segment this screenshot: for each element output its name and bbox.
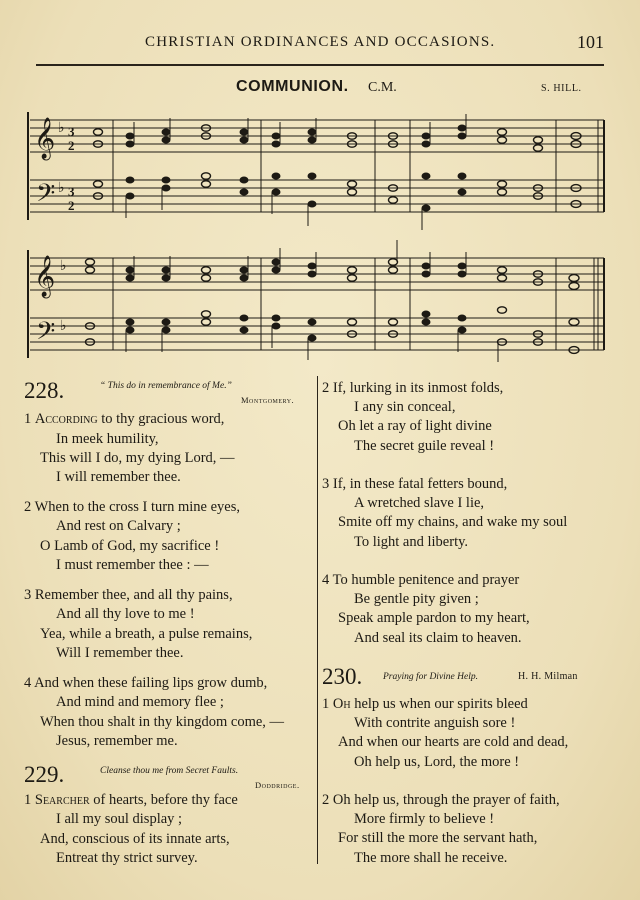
stanza-line: I any sin conceal,	[354, 399, 456, 415]
stanza-line: In meek humility,	[56, 431, 159, 447]
treble-staff-1	[30, 120, 604, 152]
stanza-line: Oh let a ray of light divine	[338, 418, 492, 434]
stanza-line: This will I do, my dying Lord, —	[40, 450, 235, 466]
stanza-line: 2 If, lurking in its inmost folds,	[322, 380, 504, 396]
flat-sign-icon: ♭	[58, 181, 65, 196]
hymn-heading-228: “ This do in remembrance of Me.”	[100, 381, 232, 391]
stanza-line: 4 And when these failing lips grow dumb,	[24, 675, 268, 691]
hymn-number-229: 229.	[24, 762, 65, 787]
stanza-line: The more shall he receive.	[354, 850, 508, 866]
stanza-line: Be gentle pity given ;	[354, 591, 479, 607]
stanza-line: With contrite anguish sore !	[354, 715, 516, 731]
stanza-line: I must remember thee : —	[56, 557, 209, 573]
stanza-line: Jesus, remember me.	[56, 733, 178, 749]
hymn-number-228: 228.	[24, 378, 65, 403]
stanza-line: And all thy love to me !	[56, 606, 195, 622]
stanza-line: And when our hearts are cold and dead,	[338, 734, 569, 750]
stanza-line: Oh help us, Lord, the more !	[354, 754, 520, 770]
bass-staff-2	[30, 318, 604, 350]
hymn-author-230: H. H. Milman	[518, 671, 578, 682]
page-number: 101	[577, 32, 604, 52]
flat-sign-icon: ♭	[58, 121, 65, 136]
stanza-line: Entreat thy strict survey.	[56, 850, 198, 866]
stanza-line: And, conscious of its innate arts,	[40, 831, 230, 847]
stanza-line: 2 When to the cross I turn mine eyes,	[24, 499, 240, 515]
bass-clef-icon: 𝄢	[36, 317, 56, 352]
hymn-author-229: Doddridge.	[255, 780, 300, 790]
svg-text:3: 3	[68, 124, 75, 139]
tune-name: COMMUNION.	[236, 78, 349, 95]
hymn-heading-230: Praying for Divine Help.	[383, 672, 478, 682]
flat-sign-icon: ♭	[60, 259, 67, 274]
hymn-number-230: 230.	[322, 664, 363, 689]
stanza-line: Will I remember thee.	[56, 645, 184, 661]
stanza-line: And seal its claim to heaven.	[354, 630, 522, 646]
bass-notes-2	[86, 307, 580, 354]
score-system-1	[28, 112, 604, 230]
stanza-line: O Lamb of God, my sacrifice !	[40, 538, 220, 554]
stanza-line: 1 Oh help us when our spirits bleed	[322, 696, 528, 712]
stanza-line: A wretched slave I lie,	[354, 495, 485, 511]
tune-composer: S. HILL.	[541, 83, 582, 94]
stanza-line: 1 Searcher of hearts, before thy face	[24, 792, 238, 808]
svg-text:2: 2	[68, 198, 75, 213]
music-score	[0, 0, 640, 370]
stanza-line: I will remember thee.	[56, 469, 181, 485]
bass-clef-icon: 𝄢	[36, 179, 56, 214]
svg-text:2: 2	[68, 138, 75, 153]
stanza-line: And rest on Calvary ;	[56, 518, 181, 534]
hymn-heading-229: Cleanse thou me from Secret Faults.	[100, 766, 239, 776]
treble-clef-icon: 𝄞	[34, 118, 56, 159]
treble-staff-2	[30, 258, 604, 290]
treble-clef-icon: 𝄞	[34, 256, 56, 297]
column-divider	[317, 376, 318, 864]
stanza-line: And mind and memory flee ;	[56, 694, 224, 710]
stanza-line: The secret guile reveal !	[354, 438, 495, 454]
stanza-line: More firmly to believe !	[354, 811, 495, 827]
stanza-line: Smite off my chains, and wake my soul	[338, 514, 568, 530]
hymn-author-228: Montgomery.	[241, 395, 295, 405]
score-system-2	[28, 240, 604, 362]
running-title: CHRISTIAN ORDINANCES AND OCCASIONS.	[145, 34, 496, 50]
stanza-line: Yea, while a breath, a pulse remains,	[40, 626, 253, 642]
bass-staff-1	[30, 180, 604, 212]
stanza-line: To light and liberty.	[354, 534, 469, 550]
stanza-line: 3 If, in these fatal fetters bound,	[322, 476, 508, 492]
stanza-line: When thou shalt in thy kingdom come, —	[40, 714, 285, 730]
stanza-line: I all my soul display ;	[56, 811, 183, 827]
stanza-line: Speak ample pardon to my heart,	[338, 610, 530, 626]
stanza-line: 3 Remember thee, and all thy pains,	[24, 587, 233, 603]
stanza-line: 1 According to thy gracious word,	[24, 411, 225, 427]
bass-notes-1	[94, 173, 582, 211]
stanza-line: For still the more the servant hath,	[338, 830, 538, 846]
flat-sign-icon: ♭	[60, 319, 67, 334]
tune-meter: C.M.	[368, 80, 397, 95]
treble-notes-1	[94, 125, 582, 151]
stanza-line: 4 To humble penitence and prayer	[322, 572, 520, 588]
stanza-line: 2 Oh help us, through the prayer of faith,	[322, 792, 560, 808]
svg-text:3: 3	[68, 184, 75, 199]
